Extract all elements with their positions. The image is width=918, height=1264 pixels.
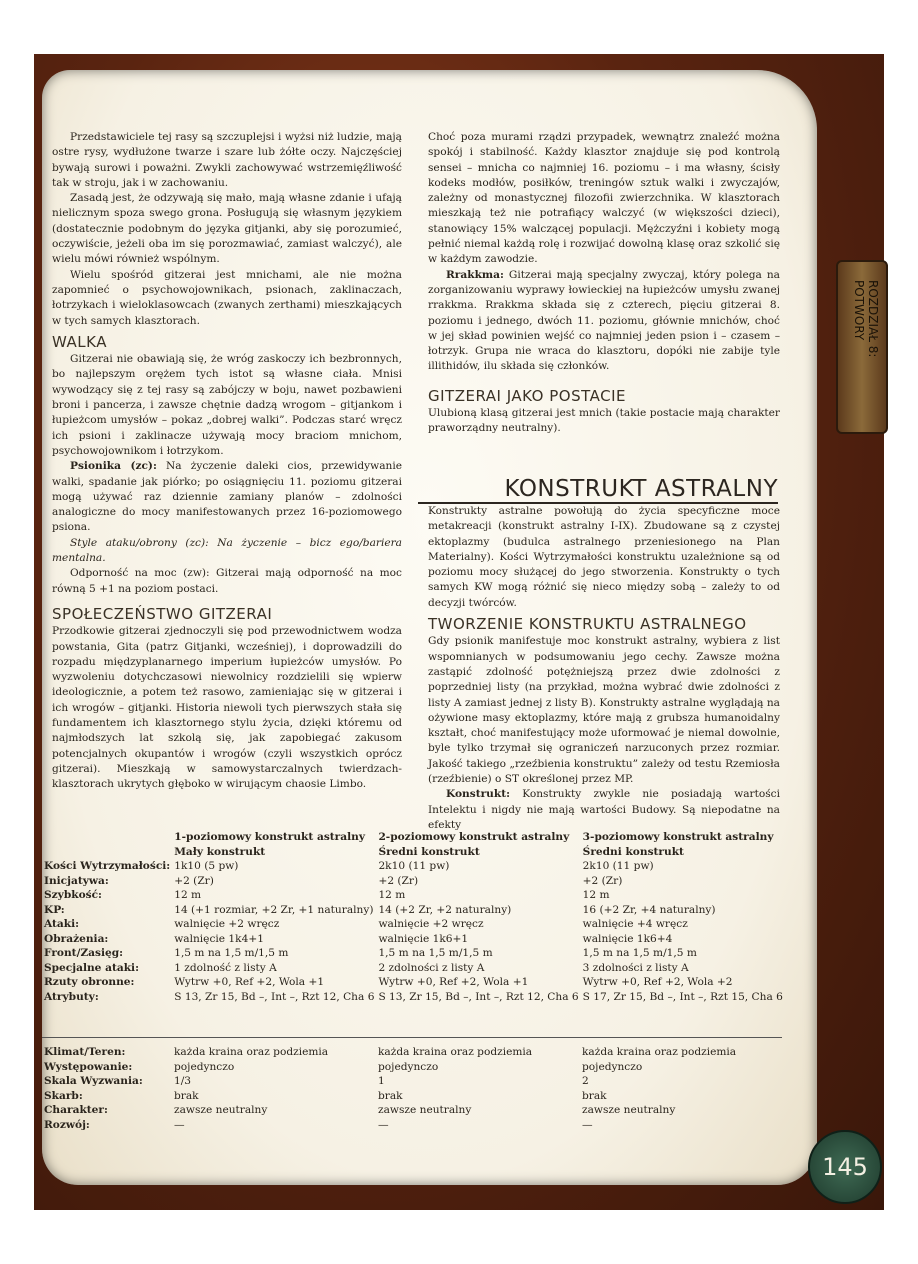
cell: — — [174, 1118, 185, 1131]
paragraph: Wielu spośród gitzerai jest mnichami, ale nie można zapomnieć o psychowojownikach, psionach, zaklinaczach, łotrzykach i wieloklasowcach (zwanych zerthami) mieszkających w tych samych klasztorach. — [52, 268, 402, 327]
row-label: KP: — [44, 903, 65, 916]
left-column — [52, 130, 402, 792]
row-label: Inicjatywa: — [44, 874, 109, 887]
cell: 1,5 m na 1,5 m/1,5 m — [174, 947, 289, 959]
table-row — [44, 1060, 740, 1075]
header-col1 — [174, 830, 378, 859]
chapter-tab-line2: POTWORY — [852, 280, 866, 341]
cell: 14 (+2 Zr, +2 naturalny) — [378, 903, 512, 916]
cell: pojedynczo — [582, 1060, 643, 1073]
table-row — [44, 888, 787, 903]
heading-gitzerai-postacie: GITZERAI JAKO POSTACIE — [428, 386, 626, 405]
cell: 3 zdolności z listy A — [582, 961, 689, 974]
table-row — [44, 874, 787, 889]
cell: 1 zdolność z listy A — [174, 961, 277, 974]
row-label: Skarb: — [44, 1089, 83, 1102]
cell: każda kraina oraz podziemia — [582, 1046, 737, 1058]
row-label: Rzuty obronne: — [44, 976, 135, 988]
text: Na życzenie daleki cios, przewidywanie walki, spadanie jak piórko; po osiągnięciu 11. poziomu gitzerai mogą używać raz dziennie zamiany planów – zdolności analogiczne do mocy manifestowanych przez 16-poziomowego psiona. — [52, 460, 402, 534]
cell: 16 (+2 Zr, +4 naturalny) — [582, 903, 716, 916]
right-column-bottom — [428, 504, 780, 833]
paragraph: Przodkowie gitzerai zjednoczyli się pod przewodnictwem wodza powstania, Gita (patrz Gitjanki, wcześniej), i doprowadzili do rozpadu międzyplanarnego imperium łupieżców umysłów. Po wyzwoleniu dotychczasowi niewolnicy rozdzielili się wpierw ideologicznie, a potem też rasowo, zamieniając się w gitzerai i ich wrogów – gitjanki. Historia niewoli tych pierwszych stała się fundamentem ich klasztornego stylu życia, dzięki któremu od najmłodszych lat szkolą się, jak zapobiegać zakusom potencjalnych okupantów i wrogów (czyli wszystkich oprócz gitzerai). Mieszkają w samowystarczalnych twierdzach-klasztorach ukrytych głęboko w wirującym chaosie Limbo. — [52, 625, 402, 791]
table-row — [44, 917, 787, 932]
paragraph-rrakkma — [428, 268, 780, 375]
header-blank — [44, 830, 174, 859]
cell: pojedynczo — [174, 1060, 235, 1073]
cell: 2 — [582, 1075, 589, 1087]
cell: 12 m — [174, 889, 202, 901]
header-col1-line1: 1-poziomowy konstrukt astralny — [174, 831, 366, 843]
cell: 2 zdolności z listy A — [378, 961, 485, 974]
cell: każda kraina oraz podziemia — [174, 1046, 329, 1058]
row-label: Charakter: — [44, 1104, 108, 1116]
cell: pojedynczo — [378, 1060, 439, 1073]
table-row — [44, 975, 787, 990]
cell: 14 (+1 rozmiar, +2 Zr, +1 naturalny) — [174, 903, 374, 916]
cell: — — [582, 1118, 593, 1131]
right-column-top — [428, 130, 780, 437]
table-row — [44, 1118, 740, 1133]
row-label: Szybkość: — [44, 889, 102, 901]
term: Konstrukt: — [446, 788, 511, 801]
cell: 12 m — [582, 889, 610, 901]
row-label: Atrybuty: — [44, 990, 99, 1003]
cell: 12 m — [378, 889, 406, 901]
stat-table-ecology — [44, 1045, 740, 1132]
cell: walnięcie 1k6+4 — [582, 932, 673, 945]
cell: każda kraina oraz podziemia — [378, 1046, 533, 1058]
cell: 2k10 (11 pw) — [582, 860, 654, 872]
paragraph: Choć poza murami rządzi przypadek, wewnątrz znaleźć można spokój i stabilność. Każdy klasztor znajduje się pod kontrolą sensei – mnicha co najmniej 16. poziomu – i ma własny, ścisły kodeks modłów, posiłków, treningów sztuk walki i zwyczajów, zależny od monastycznej filozofii zwierzchnika. W klasztorach mieszkają też nie potrafiący walczyć (w większości dzieci), stanowiący 15% walczącej populacji. Mężczyźni i kobiety mogą pełnić niemal każdą rolę i rozwijać dowolną klasę oraz szkolić się w każdym zawodzie. — [428, 131, 780, 266]
page-number: 145 — [808, 1130, 882, 1204]
heading-walka: WALKA — [52, 332, 107, 351]
paragraph: Gdy psionik manifestuje moc konstrukt astralny, wybiera z list wspomnianych w podsumowaniu jego cechy. Zawsze można zastąpić zdolność potężniejszą przez dwie zdolności z poprzedniej listy (na przykład, można wybrać dwie zdolności z listy A zamiast jednej z listy B). Konstrukty astralne wyglądają na ożywione masy ektoplazmy, które mają z grubsza humanoidalny kształt, choć manifestujący może uformować je niemal dowolnie, byle tylko trzymał się ograniczeń narzuconych przez rozmiar. Jakość takiego „rzeźbienia konstruktu” zależy od testu Rzemiosła (rzeźbienie) o ST określonej przez MP. — [428, 635, 780, 786]
paragraph: Konstrukty astralne powołują do życia specyficzne moce metakreacji (konstrukt astralny I-IX). Zbudowane są z czystej ektoplazmy (budulca astralnego przeniesionego na Plan Materialny). Kości Wytrzymałości konstruktu uzależnione są od poziomu mocy służącej do jego stworzenia. Konstrukty o tych samych KW mogą różnić się nieco między sobą – zależy to od decyzji twórców. — [428, 505, 780, 609]
cell: 1,5 m na 1,5 m/1,5 m — [582, 947, 697, 959]
cell: Wytrw +0, Ref +2, Wola +1 — [174, 976, 325, 988]
chapter-tab-line1: ROZDZIAŁ 8: — [866, 280, 880, 358]
stat-table — [44, 830, 787, 1004]
paragraph: Gitzerai nie obawiają się, że wróg zaskoczy ich bezbronnych, bo najlepszym orężem tych istot są własne ciała. Mnisi wywodzący się z tej rasy są zabójczy w boju, nawet pozbawieni broni i pancerza, i zawsze chętnie dadzą wrogom – gitjankom i łupieżcom umysłów – pokaz „dobrej walki”. Podczas starć wręcz ich psioni i zaklinacze używają mocy braciom mnichom, psychowojownikom i łotrzykom. — [52, 353, 402, 457]
table-row — [44, 946, 787, 961]
cell: walnięcie 1k4+1 — [174, 932, 264, 945]
row-label: Kości Wytrzymałości: — [44, 860, 171, 872]
table-row — [44, 903, 787, 918]
cell: walnięcie +2 wręcz — [378, 918, 484, 930]
table-row — [44, 1045, 740, 1060]
header-col2-line1: 2-poziomowy konstrukt astralny — [378, 831, 570, 843]
cell: S 17, Zr 15, Bd –, Int –, Rzt 15, Cha 6 — [582, 990, 783, 1003]
row-label: Front/Zasięg: — [44, 947, 124, 959]
row-label: Klimat/Teren: — [44, 1046, 126, 1058]
paragraph: Style ataku/obrony (zc): Na życzenie – bicz ego/bariera mentalna. — [52, 536, 402, 565]
cell: 1,5 m na 1,5 m/1,5 m — [378, 947, 493, 959]
heading-konstrukt-astralny: KONSTRUKT ASTRALNY — [418, 476, 778, 504]
heading-spoleczenstwo: SPOŁECZEŃSTWO GITZERAI — [52, 604, 273, 623]
cell: S 13, Zr 15, Bd –, Int –, Rzt 12, Cha 6 — [174, 990, 375, 1003]
paragraph: Zasadą jest, że odzywają się mało, mają własne zdanie i ufają nielicznym spoza swego grona. Posługują się własnym językiem (dostatecznie podobnym do języka gitjanki, aby się porozumieć, oczywiście, jeżeli oba im się porozmawiać, zamiast walczyć), ale wielu mówi również wspólnym. — [52, 192, 402, 266]
cell: 2k10 (11 pw) — [378, 860, 450, 872]
text: Konstrukty zwykle nie posiadają wartości Intelektu i nigdy nie mają wartości Budowy. Są niepodatne na efekty — [428, 788, 780, 831]
cell: 1k10 (5 pw) — [174, 860, 239, 872]
table-row — [44, 859, 787, 874]
cell: brak — [174, 1089, 199, 1102]
cell: +2 (Zr) — [174, 874, 214, 887]
cell: 1 — [378, 1075, 385, 1087]
row-label: Skala Wyzwania: — [44, 1075, 143, 1087]
row-label: Rozwój: — [44, 1118, 90, 1131]
paragraph-konstrukt — [428, 787, 780, 833]
table-row — [44, 1089, 740, 1104]
table-divider — [42, 1037, 782, 1038]
text: Gitzerai mają specjalny zwyczaj, który polega na zorganizowaniu wyprawy łowieckiej na łupieżców umysłu zwanej rrakkma. Rrakkma składa się z czterech, pięciu gitzerai 8. poziomu i jednego, dwóch 11. poziomu, głównie mnichów, choć w jej skład powinien wejść co najmniej jeden psion i – czasem – łotrzyk. Grupa nie wraca do klasztoru, dopóki nie zabije tyle illithidów, ilu składa się członków. — [428, 268, 780, 373]
table-row — [44, 932, 787, 947]
row-label: Obrażenia: — [44, 932, 109, 945]
row-label: Ataki: — [44, 918, 80, 930]
paragraph: Przedstawiciele tej rasy są szczuplejsi i wyżsi niż ludzie, mają ostre rysy, wydłużone twarze i szare lub żółte oczy. Najczęściej bywają surowi i poważni. Zwykli zachowywać wstrzemięźliwość tak w stroju, jak i w zachowaniu. — [52, 131, 402, 189]
cell: Wytrw +0, Ref +2, Wola +1 — [378, 976, 529, 988]
cell: brak — [582, 1089, 607, 1102]
table-row — [44, 1074, 740, 1089]
cell: +2 (Zr) — [378, 874, 419, 887]
cell: Wytrw +0, Ref +2, Wola +2 — [582, 976, 733, 988]
cell: walnięcie 1k6+1 — [378, 932, 469, 945]
header-col2 — [378, 830, 582, 859]
header-col3-line1: 3-poziomowy konstrukt astralny — [582, 831, 774, 843]
paragraph-psionika — [52, 459, 402, 535]
paragraph: Ulubioną klasą gitzerai jest mnich (takie postacie mają charakter praworządny neutralny). — [428, 407, 780, 435]
cell: zawsze neutralny — [174, 1104, 268, 1116]
term: Rrakkma: — [446, 268, 504, 281]
term: Psionika (zc): — [70, 460, 157, 473]
header-col3-line2: Średni konstrukt — [582, 845, 684, 858]
row-label: Specjalne ataki: — [44, 961, 139, 974]
cell: brak — [378, 1089, 403, 1102]
cell: — — [378, 1118, 389, 1131]
cell: walnięcie +4 wręcz — [582, 918, 688, 930]
cell: +2 (Zr) — [582, 874, 623, 887]
cell: 1/3 — [174, 1075, 192, 1087]
table-row — [44, 961, 787, 976]
header-col1-line2: Mały konstrukt — [174, 845, 266, 858]
cell: S 13, Zr 15, Bd –, Int –, Rzt 12, Cha 6 — [378, 990, 579, 1003]
header-col3 — [583, 830, 787, 859]
cell: walnięcie +2 wręcz — [174, 918, 280, 930]
row-label: Występowanie: — [44, 1060, 133, 1073]
paragraph: Odporność na moc (zw): Gitzerai mają odporność na moc równą 5 +1 na poziom postaci. — [52, 567, 402, 595]
cell: zawsze neutralny — [582, 1104, 676, 1116]
heading-tworzenie: TWORZENIE KONSTRUKTU ASTRALNEGO — [428, 615, 747, 634]
cell: zawsze neutralny — [378, 1104, 472, 1116]
header-col2-line2: Średni konstrukt — [378, 845, 480, 858]
chapter-tab-label — [840, 280, 880, 420]
table-row — [44, 990, 787, 1005]
table-row — [44, 1103, 740, 1118]
